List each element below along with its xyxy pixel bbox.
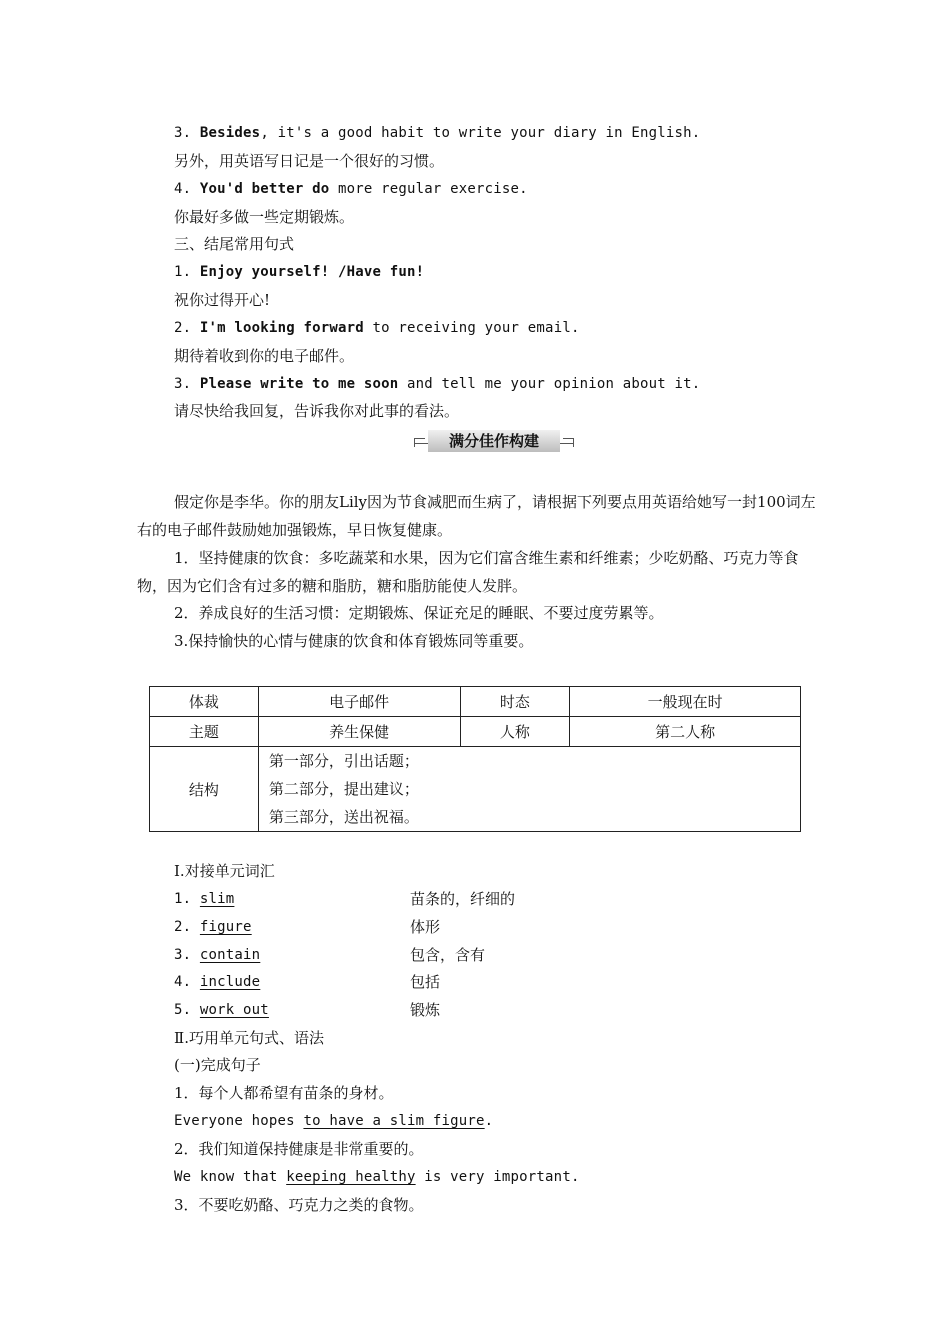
- closing-2-cn: 期待着收到你的电子邮件。: [174, 347, 355, 365]
- writing-info-table: [149, 686, 801, 832]
- vocab-meaning: 包含，含有: [410, 946, 486, 964]
- sentence-4-en: 4. You'd better do more regular exercise.: [174, 181, 528, 197]
- person-value: 第二人称: [570, 717, 801, 747]
- sentence-3-en: 3. Besides, it's a good habit to write your diary in English.: [174, 125, 701, 141]
- vocab-meaning: 苗条的，纤细的: [410, 890, 516, 908]
- exercise-3-cn: 3．不要吃奶酪、巧克力之类的食物。: [174, 1196, 424, 1214]
- vocab-item: 4. include: [174, 974, 261, 990]
- section-banner: [414, 430, 574, 452]
- structure-line: 第三部分，送出祝福。: [268, 808, 419, 826]
- genre-label: 体裁: [150, 687, 259, 717]
- closing-header: 三、结尾常用句式: [174, 235, 295, 253]
- closing-1-en: 1. Enjoy yourself! /Have fun!: [174, 264, 425, 280]
- tense-label: 时态: [460, 687, 570, 717]
- sentence-4-cn: 你最好多做一些定期锻炼。: [174, 208, 355, 226]
- theme-label: 主题: [150, 717, 259, 747]
- grammar-header: Ⅱ.巧用单元句式、语法: [174, 1029, 324, 1047]
- exercise-2-en: We know that keeping healthy is very important.: [174, 1169, 580, 1185]
- vocab-item: 2. figure: [174, 919, 252, 935]
- closing-3-cn: 请尽快给我回复，告诉我你对此事的看法。: [174, 402, 460, 420]
- task-point-2: 2．养成良好的生活习惯：定期锻炼、保证充足的睡眠、不要过度劳累等。: [174, 604, 664, 622]
- vocab-item: 1. slim: [174, 891, 235, 907]
- theme-value: 养生保健: [258, 717, 460, 747]
- structure-label: 结构: [150, 747, 259, 832]
- vocab-meaning: 体形: [410, 918, 441, 936]
- vocab-header: Ⅰ.对接单元词汇: [174, 862, 275, 880]
- banner-title: 满分佳作构建: [428, 430, 560, 452]
- exercise-1-cn: 1．每个人都希望有苗条的身材。: [174, 1084, 394, 1102]
- closing-3-en: 3. Please write to me soon and tell me your opinion about it.: [174, 376, 701, 392]
- complete-sentences-header: (一)完成句子: [174, 1056, 261, 1074]
- structure-line: 第一部分，引出话题；: [268, 752, 419, 770]
- vocab-meaning: 锻炼: [410, 1001, 441, 1019]
- person-label: 人称: [460, 717, 570, 747]
- closing-2-en: 2. I'm looking forward to receiving your email.: [174, 320, 580, 336]
- task-point-1: 1．坚持健康的饮食：多吃蔬菜和水果，因为它们富含维生素和纤维素；少吃奶酪、巧克力等食物，因为它们含有过多的糖和脂肪，糖和脂肪能使人发胖。: [137, 549, 799, 595]
- structure-line: 第二部分，提出建议；: [268, 780, 419, 798]
- task-paragraph: 假定你是李华。你的朋友Lily因为节食减肥而生病了，请根据下列要点用英语给她写一封100词左右的电子邮件鼓励她加强锻炼，早日恢复健康。: [137, 493, 816, 539]
- exercise-1-en: Everyone hopes to have a slim figure.: [174, 1113, 494, 1129]
- vocab-item: 5. work out: [174, 1002, 269, 1018]
- closing-1-cn: 祝你过得开心!: [174, 291, 271, 309]
- sentence-3-cn: 另外，用英语写日记是一个很好的习惯。: [174, 152, 445, 170]
- exercise-2-cn: 2．我们知道保持健康是非常重要的。: [174, 1140, 424, 1158]
- task-point-3: 3.保持愉快的心情与健康的饮食和体育锻炼同等重要。: [174, 632, 534, 650]
- vocab-meaning: 包括: [410, 973, 441, 991]
- structure-value: [258, 747, 800, 832]
- genre-value: 电子邮件: [258, 687, 460, 717]
- vocab-item: 3. contain: [174, 947, 261, 963]
- tense-value: 一般现在时: [570, 687, 801, 717]
